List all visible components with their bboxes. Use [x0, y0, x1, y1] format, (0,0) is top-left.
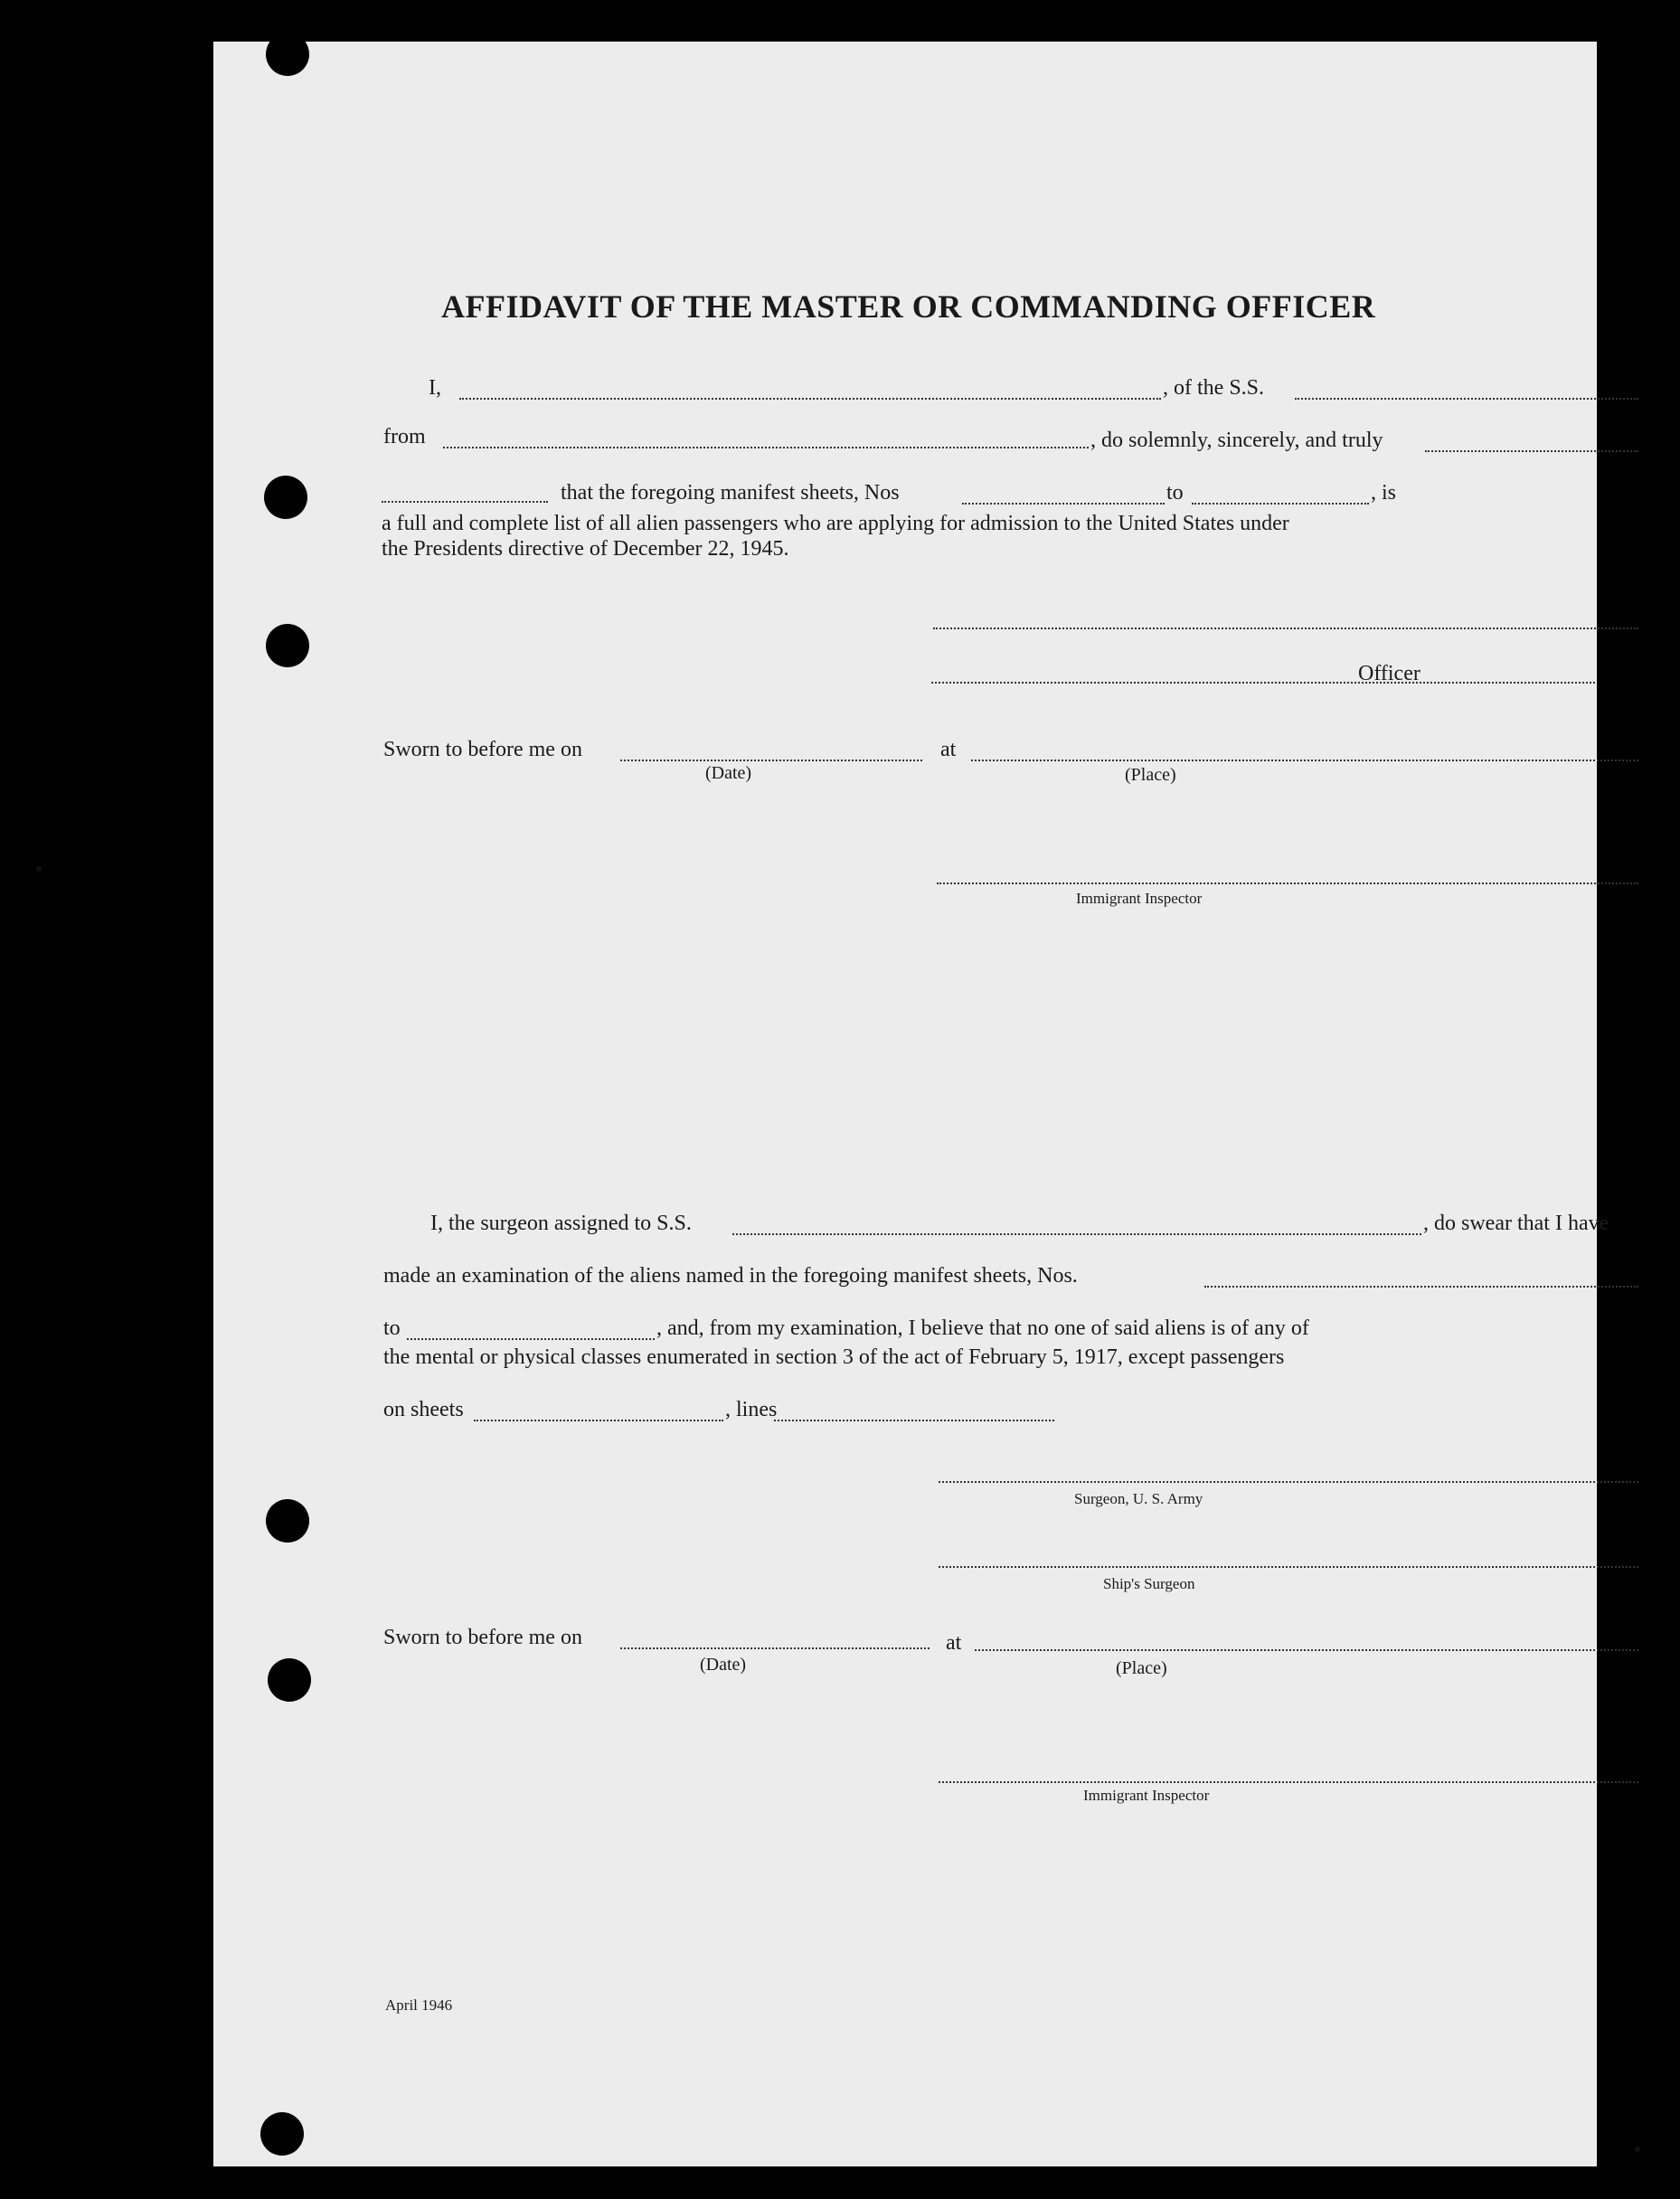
- master-statement-line: a full and complete list of all alien passengers who are applying for admission to the United States under: [382, 512, 1289, 535]
- on-sheets-label: on sheets: [383, 1398, 464, 1421]
- army-surgeon-caption: Surgeon, U. S. Army: [1074, 1490, 1203, 1507]
- sworn-place-field[interactable]: [971, 760, 1638, 761]
- officer-caption: Officer: [1358, 662, 1420, 685]
- inspector-signature-line[interactable]: [937, 882, 1638, 884]
- i-label: I,: [429, 376, 441, 400]
- master-statement-line: the Presidents directive of December 22, 1945.: [382, 537, 789, 561]
- swear-field[interactable]: [382, 501, 548, 503]
- place-caption: (Place): [1116, 1658, 1167, 1678]
- is-label: , is: [1371, 481, 1397, 505]
- officer-signature-line[interactable]: [931, 682, 1595, 684]
- from-label: from: [383, 425, 426, 448]
- affidavit-form-page: [213, 42, 1609, 2166]
- date-caption: (Date): [700, 1655, 747, 1675]
- surgeon-line-start: I, the surgeon assigned to S.S.: [430, 1212, 692, 1235]
- ships-surgeon-caption: Ship's Surgeon: [1103, 1575, 1195, 1592]
- punch-hole: [266, 33, 309, 76]
- scan-speck: [36, 866, 42, 872]
- surgeon-sheets-field[interactable]: [1204, 1286, 1638, 1288]
- surgeon-to-label: to: [383, 1317, 401, 1340]
- exception-sheets-field[interactable]: [474, 1420, 723, 1421]
- surgeon-ship-field[interactable]: [732, 1233, 1421, 1235]
- sworn-place-field[interactable]: [975, 1649, 1638, 1651]
- form-date-footer: April 1946: [385, 1996, 453, 2014]
- punch-hole: [260, 2112, 304, 2156]
- master-name-field[interactable]: [459, 398, 1161, 400]
- sworn-label: Sworn to before me on: [383, 738, 582, 761]
- form-title: AFFIDAVIT OF THE MASTER OR COMMANDING OFFICER: [441, 288, 1376, 325]
- scan-speck: [1635, 2147, 1640, 2152]
- place-caption: (Place): [1125, 765, 1176, 785]
- lines-label: , lines: [725, 1398, 778, 1421]
- at-label: at: [940, 738, 957, 761]
- sworn-label: Sworn to before me on: [383, 1626, 582, 1649]
- sworn-date-field[interactable]: [620, 760, 922, 761]
- surgeon-statement-line: made an examination of the aliens named in the foregoing manifest sheets, Nos.: [383, 1264, 1078, 1288]
- of-the-ss-label: , of the S.S.: [1163, 376, 1265, 400]
- surgeon-line-end: , do swear that I have: [1423, 1212, 1609, 1235]
- surgeon-statement-line: , and, from my examination, I believe that no one of said aliens is of any of: [656, 1317, 1309, 1340]
- inspector-caption: Immigrant Inspector: [1076, 890, 1203, 907]
- punch-hole: [266, 1499, 309, 1543]
- sheets-from-field[interactable]: [962, 503, 1165, 505]
- master-signature-line[interactable]: [933, 628, 1638, 629]
- punch-hole: [264, 476, 307, 519]
- surgeon-statement-line: the mental or physical classes enumerated in section 3 of the act of February 5, 1917, except passengers: [383, 1345, 1285, 1369]
- punch-hole: [266, 624, 309, 667]
- solemnly-text: , do solemnly, sincerely, and truly: [1090, 429, 1383, 452]
- from-port-field[interactable]: [443, 447, 1089, 448]
- inspector-signature-line[interactable]: [939, 1781, 1638, 1783]
- to-label: to: [1166, 481, 1184, 505]
- ship-name-field[interactable]: [1295, 398, 1638, 400]
- inspector-caption: Immigrant Inspector: [1083, 1787, 1210, 1804]
- date-caption: (Date): [705, 763, 752, 783]
- at-label: at: [946, 1631, 962, 1655]
- exception-lines-field[interactable]: [774, 1420, 1054, 1421]
- surgeon-sheets-to-field[interactable]: [407, 1338, 655, 1340]
- ships-surgeon-signature-line[interactable]: [939, 1566, 1638, 1568]
- sheets-to-field[interactable]: [1192, 503, 1369, 505]
- army-surgeon-signature-line[interactable]: [939, 1481, 1638, 1483]
- punch-hole: [268, 1658, 311, 1702]
- sworn-date-field[interactable]: [620, 1647, 930, 1649]
- affirm-field[interactable]: [1425, 450, 1638, 452]
- foregoing-text: that the foregoing manifest sheets, Nos: [561, 481, 900, 505]
